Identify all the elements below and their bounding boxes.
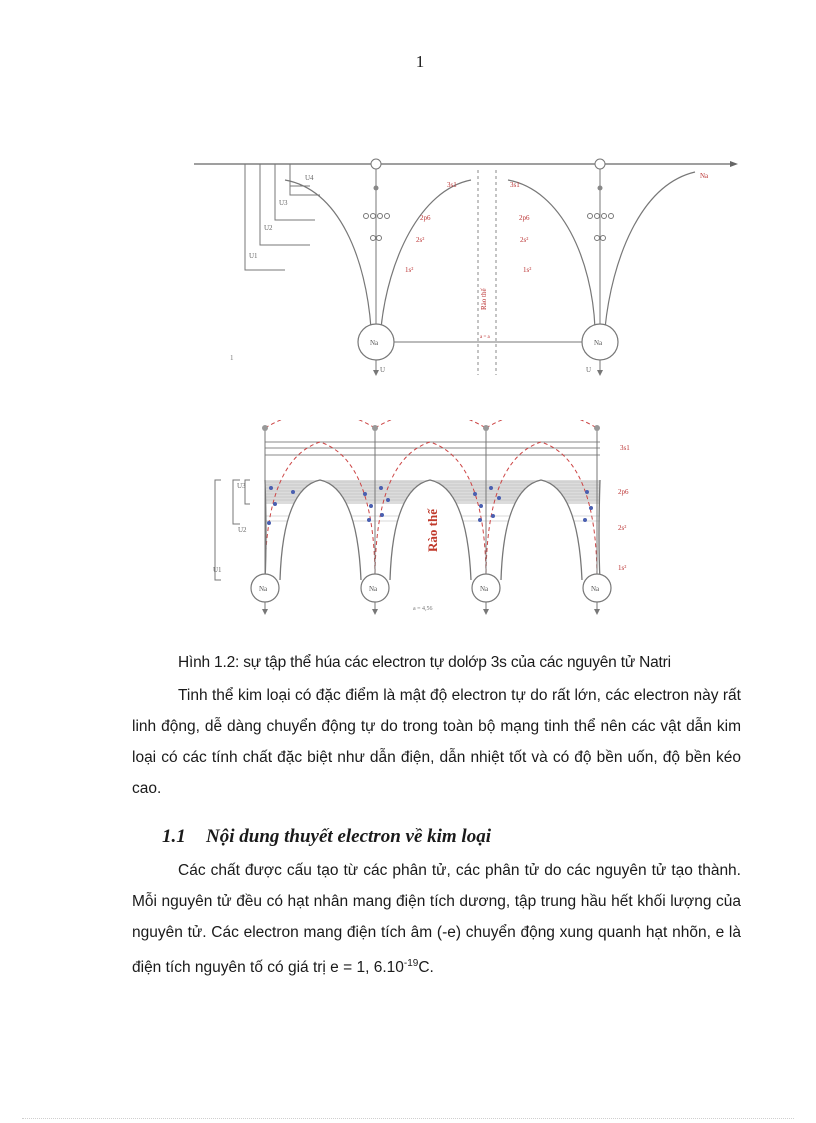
section-heading [162, 826, 491, 848]
level-2p6-left: 2p6 [420, 214, 431, 222]
band-2p6-label: 2p6 [618, 488, 629, 496]
level-2p6-right: 2p6 [519, 214, 530, 222]
lattice-spacing-label: a = 4,56 [413, 606, 433, 612]
na-label-top-right: Na [700, 172, 709, 180]
level-3s1-left: 3s1 [447, 181, 457, 189]
section-title: Nội dung thuyết electron về kim loại [206, 826, 491, 847]
paragraph-2-unit: C. [418, 959, 434, 977]
atom-na-4: Na [591, 585, 600, 593]
spacing-label-top: a = a [480, 335, 490, 340]
u2-label: U2 [264, 224, 273, 232]
stray-mark: 1 [230, 354, 234, 362]
atom-na-1: Na [259, 585, 268, 593]
level-1s2-left: 1s² [405, 266, 414, 274]
u4-label: U4 [305, 174, 314, 182]
band-3s1-label: 3s1 [620, 444, 630, 452]
potential-barrier-label: Rào thế [480, 288, 488, 310]
paragraph-2 [132, 855, 741, 983]
level-2s2-right: 2s² [520, 236, 529, 244]
potential-barrier-label-large: Rào thế [425, 509, 440, 552]
page-bottom-divider [22, 1118, 794, 1119]
u2-bracket-label: U2 [238, 526, 247, 534]
potential-well-diagram-isolated-atoms [190, 150, 750, 380]
atom-na-3: Na [480, 585, 489, 593]
figure-caption: Hình 1.2: sự tập thể húa các electron tự dolớp 3s của các nguyên tử Natri [178, 654, 671, 671]
atom-na-right: Na [594, 339, 603, 347]
level-1s2-right: 1s² [523, 266, 532, 274]
u-label-left: U [380, 366, 386, 374]
paragraph-2-exponent: -19 [403, 958, 419, 969]
atom-na-left: Na [370, 339, 379, 347]
u1-label: U1 [249, 252, 258, 260]
page-number: 1 [415, 52, 425, 71]
section-number: 1.1 [162, 826, 186, 847]
u1-bracket-label: U1 [213, 566, 222, 574]
energy-band-diagram-metal-lattice [205, 420, 645, 620]
level-3s1-right: 3s1 [510, 181, 520, 189]
u-label-right: U [586, 366, 592, 374]
paragraph-2-text: Các chất được cấu tạo từ các phân tử, các phân tử do các nguyên tử tạo thành. Mỗi nguyên tử đều có hạt nhân mang điện tích dương, tập trung hầu hết khối lượng của nguyên tử. Các electron mang điện tích âm (-e) chuyển động xung quanh hạt nhõn, e là điện tích nguyên tố có giá trị e = 1, 6.10 [132, 862, 741, 977]
u3-label: U3 [279, 199, 288, 207]
level-2s2-left: 2s² [416, 236, 425, 244]
atom-na-2: Na [369, 585, 378, 593]
band-2s2-label: 2s² [618, 524, 627, 532]
paragraph-1 [132, 680, 741, 804]
u3-bracket-label: U3 [237, 482, 246, 490]
band-1s2-label: 1s² [618, 564, 627, 572]
paragraph-1-text: Tinh thể kim loại có đặc điểm là mật độ electron tự do rất lớn, các electron này rất linh động, dễ dàng chuyển động tự do trong toàn bộ mạng tinh thể nên các vật dẫn kim loại có các tính chất đặc biệt như dẫn điện, dẫn nhiệt tốt và có độ bền uốn, độ bền kéo cao. [132, 687, 741, 797]
